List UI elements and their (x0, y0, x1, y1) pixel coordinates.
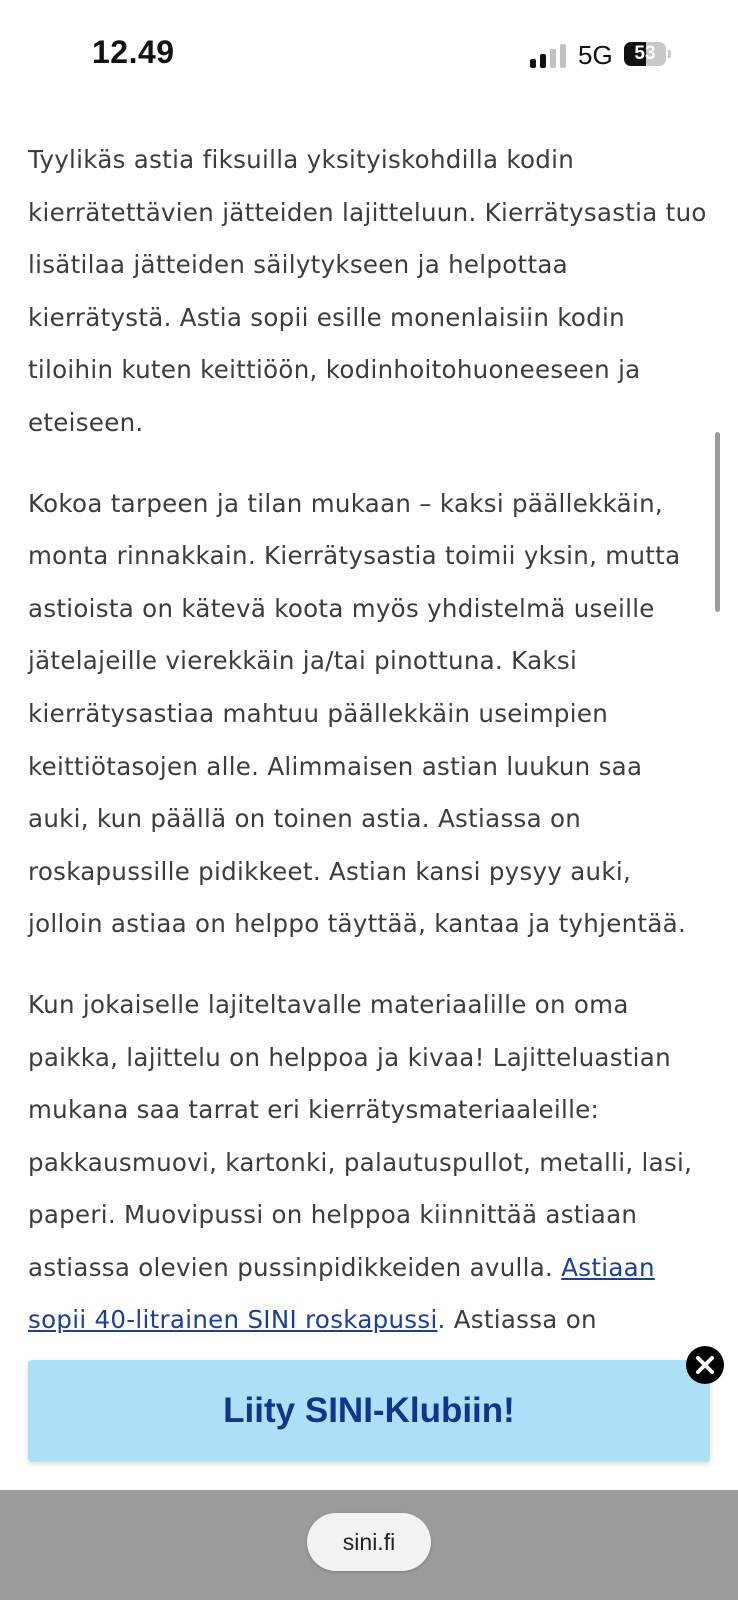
status-bar (0, 0, 738, 110)
scroll-indicator[interactable] (715, 432, 720, 612)
battery-percent: 53 (634, 43, 656, 64)
banner-close-button[interactable] (686, 1346, 724, 1384)
article-paragraph-2: Kokoa tarpeen ja tilan mukaan – kaksi päällekkäin, monta rinnakkain. Kierrätysastia toimii yksin, mutta astioista on kätevä koota myös yhdistelmä useille jätelajeille vierekkäin ja/tai pinottuna. Kaksi kierrätysastiaa mahtuu päällekkäin useimpien keittiötasojen alle. Alimmaisen astian luukun saa auki, kun päällä on toinen astia. Astiassa on roskapussille pidikkeet. Astian kansi pysyy auki, jolloin astiaa on helppo täyttää, kantaa ja tyhjentää. (28, 488, 687, 939)
signal-strength-icon (530, 44, 568, 68)
close-icon (695, 1355, 715, 1375)
paragraph-3-text: Kun jokaiselle lajiteltavalle materiaalille on oma paikka, lajittelu on helppoa ja kivaa! Lajitteluastian mukana saa tarrat eri kierrätysmateriaaleille: pakkausmuovi, kartonki, palautuspullot, metalli, lasi, paperi. Muovipussi on helppoa kiinnittää astiaan astiassa olevien pussinpidikkeiden avulla. (28, 989, 693, 1282)
browser-bottom-bar (0, 1490, 738, 1600)
article-paragraph-3 (28, 979, 708, 1347)
article-paragraph-1: Tyylikäs astia fiksuilla yksityiskohdilla kodin kierrätettävien jätteiden lajitteluun. Kierrätysastia tuo lisätilaa jätteiden säilytykseen ja helpottaa kierrätystä. Astia sopii esille monenlaisiin kodin tiloihin kuten keittiöön, kodinhoitohuoneeseen ja eteiseen. (28, 145, 707, 437)
garbage-bag-product-link[interactable]: Astiaan sopii 40-litrainen SINI roskapussi (28, 1252, 655, 1335)
status-time: 12.49 (92, 34, 175, 70)
club-banner-label: Liity SINI-Klubiin! (223, 1391, 515, 1430)
url-address-pill[interactable]: sini.fi (307, 1513, 431, 1571)
article-body (28, 134, 708, 1375)
battery-icon (624, 42, 672, 66)
club-signup-banner[interactable] (28, 1360, 710, 1462)
paragraph-3-after-link: . Astiassa on (437, 1305, 597, 1335)
network-type: 5G (578, 40, 613, 70)
